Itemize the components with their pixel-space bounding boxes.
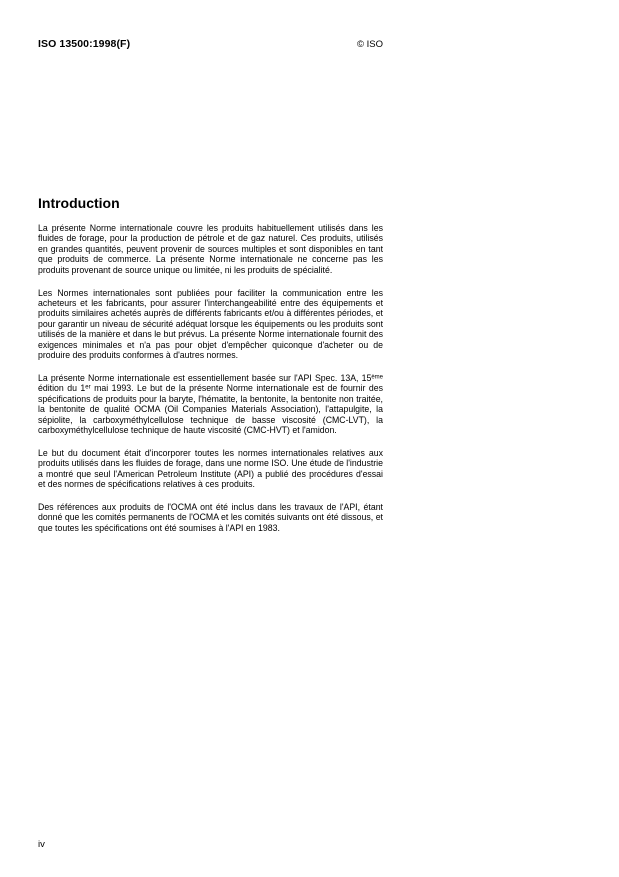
paragraph-1: La présente Norme internationale couvre les produits habituellement utilisés dans les fluides de forage, pour la production de pétrole et de gaz naturel. Ces produits, utilisés en grandes quantités, peuvent provenir de sources multiples et sont disponibles en tant que produits de commerce. La présente Norme internationale ne concerne pas les produits provenant de source unique ou limitée, ni les produits de spécialité.	[38, 223, 383, 275]
superscript-eme: ème	[371, 374, 383, 381]
paragraph-3-part-2: édition du 1	[38, 383, 86, 394]
paragraph-4: Le but du document était d'incorporer toutes les normes internationales relatives aux produits utilisés dans les fluides de forage, dans une norme ISO. Une étude de l'industrie a montré que seul l'American Petroleum Institute (API) a publié des procédures d'essai et des normes de spécifications relatives à ces produits.	[38, 447, 383, 490]
section-title: Introduction	[38, 195, 120, 211]
page-number: iv	[38, 839, 45, 850]
copyright-notice: © ISO	[357, 39, 384, 50]
paragraph-3-part-3: mai 1993. Le but de la présente Norme internationale est de fournir des spécifications de produits pour la baryte, l'hématite, la bentonite, la bentonite non traitée, la bentonite de qualité OCMA (Oil Companies Materials Association), l'attapulgite, la sépiolite, la carboxyméthylcellulose technique de basse viscosité (CMC-LVT), la carboxyméthylcellulose technique de haute viscosité (CMC-HVT) et l'amidon.	[38, 383, 383, 435]
introduction-body	[38, 223, 383, 546]
paragraph-3	[38, 373, 383, 435]
paragraph-3-part-1: La présente Norme internationale est essentiellement basée sur l'API Spec. 13A, 15	[38, 372, 372, 383]
document-standard-id: ISO 13500:1998(F)	[38, 38, 131, 50]
paragraph-2: Les Normes internationales sont publiées pour faciliter la communication entre les acheteurs et les fabricants, pour assurer l'interchangeabilité entre des équipements et produits similaires achetés auprès de différents fabricants et/ou à différentes périodes, et pour garantir un niveau de sécurité adéquat lorsque les équipements ou les produits sont utilisés de la manière et dans le but prévus. La présente Norme internationale fournit des exigences minimales et n'a pas pour objet d'empêcher quiconque d'acheter ou de produire des produits conformes à d'autres normes.	[38, 287, 383, 360]
superscript-er: er	[85, 384, 91, 391]
paragraph-5: Des références aux produits de l'OCMA ont été inclus dans les travaux de l'API, étant donné que les comités permanents de l'OCMA et les comités suivants ont été dissous, et que toutes les spécifications ont été soumises à l'API en 1983.	[38, 501, 383, 533]
